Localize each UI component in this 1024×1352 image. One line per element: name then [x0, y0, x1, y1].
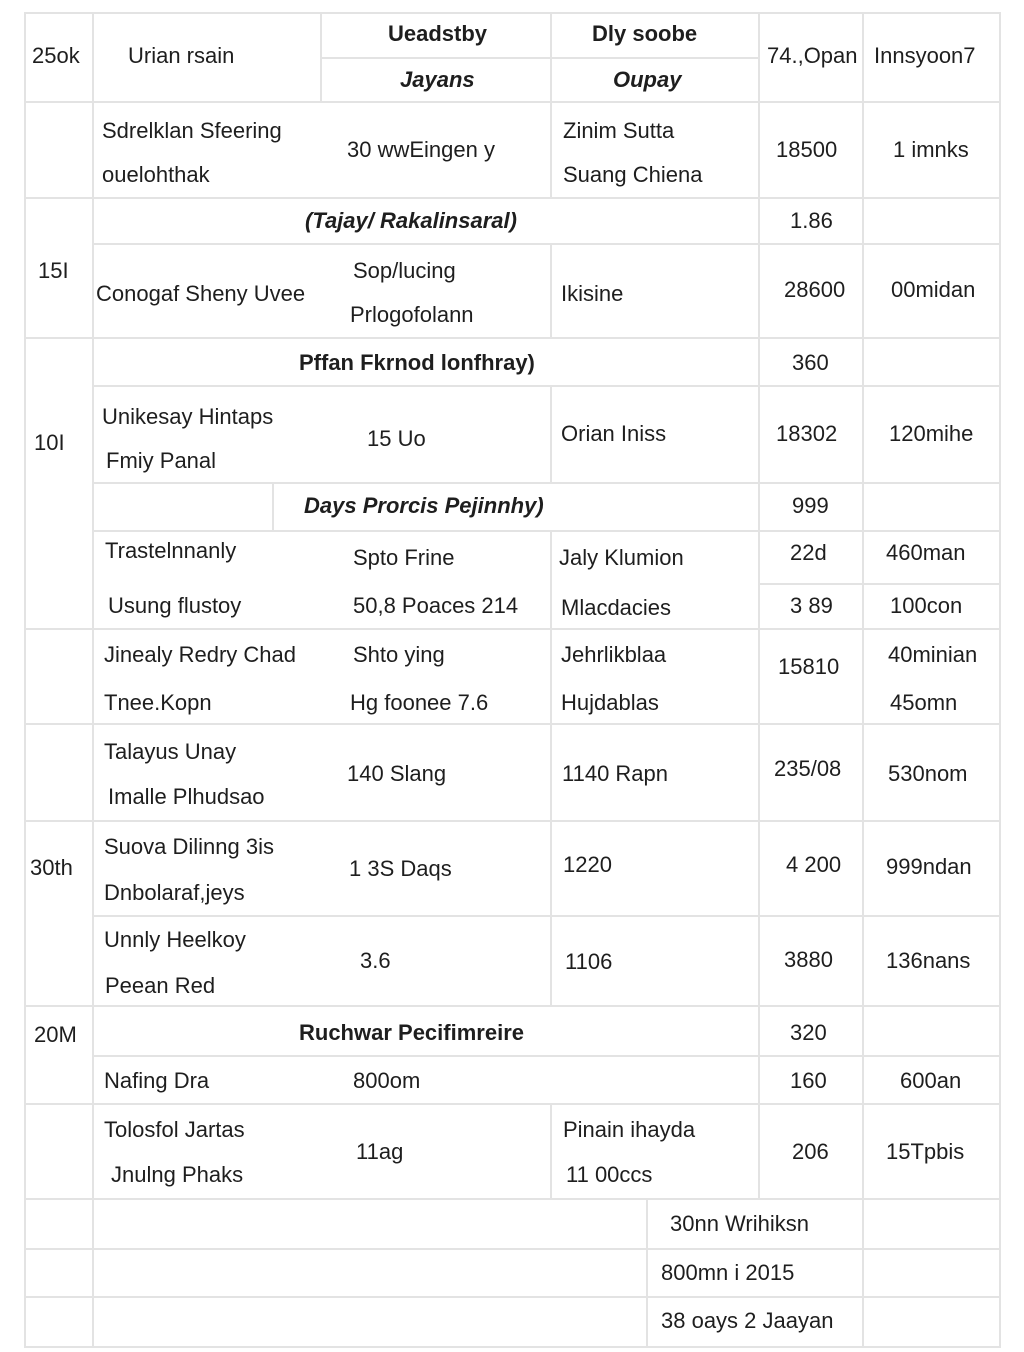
row-divider [92, 385, 1001, 387]
cell-col5: 460man [886, 540, 966, 565]
cell-col2: 1 3S Daqs [349, 856, 452, 881]
cell-col0: 15I [38, 258, 69, 283]
cell-col5: 136nans [886, 948, 971, 973]
cell-col2: 30 wwEingen y [347, 137, 495, 162]
row-divider [24, 1005, 1001, 1007]
cell-col4: 160 [790, 1068, 827, 1093]
section-value: 360 [792, 350, 829, 375]
cell-name: Conogaf Sheny Uvee [96, 281, 306, 306]
cell-name: Fmiy Panal [106, 448, 217, 473]
cell-name: Usung flustoy [108, 593, 242, 618]
cell-col5: 999ndan [886, 854, 972, 879]
row-divider [24, 820, 1001, 822]
col-divider [550, 12, 552, 198]
cell-col2: 800om [353, 1068, 421, 1093]
cell-name: Talayus Unay [104, 739, 237, 764]
section-title: Days Prorcis Pejinnhy) [304, 493, 544, 518]
cell-col3: Mlacdacies [561, 595, 672, 620]
cell-name: ouelohthak [102, 162, 210, 187]
cell-col5: 1 imnks [893, 137, 969, 162]
cell-name: Peean Red [105, 973, 216, 998]
cell-col2: 50,8 Poaces 214 [353, 593, 519, 618]
header-col3-bottom: Oupay [613, 67, 682, 92]
footer-line: 30nn Wrihiksn [670, 1211, 809, 1236]
header-col4: 74.,Opan [767, 43, 858, 68]
cell-col2: Spto Frine [353, 545, 455, 570]
cell-col4: 206 [792, 1139, 829, 1164]
col-divider [550, 386, 552, 483]
cell-col4: 18302 [776, 421, 838, 446]
cell-col3: Suang Chiena [563, 162, 703, 187]
cell-col3: Ikisine [561, 281, 624, 306]
cell-name: Unikesay Hintaps [102, 404, 274, 429]
cell-col3: 1106 [565, 949, 613, 974]
cell-col5: 00midan [891, 277, 976, 302]
cell-col4: 235/08 [774, 756, 842, 781]
cell-col2: 3.6 [360, 948, 391, 973]
header-col2-top: Ueadstby [388, 21, 488, 46]
cell-col4: 15810 [778, 654, 840, 679]
row-divider [758, 583, 1001, 585]
cell-name: Nafing Dra [104, 1068, 210, 1093]
col-divider [550, 531, 552, 1006]
col-divider [862, 12, 864, 1348]
row-divider [24, 723, 1001, 725]
header-sub-divider [320, 57, 758, 59]
col-divider [550, 1104, 552, 1199]
table-border-top [24, 12, 1001, 14]
cell-col5: 120mihe [889, 421, 974, 446]
cell-col5: 530nom [888, 761, 968, 786]
cell-col3: Zinim Sutta [563, 118, 675, 143]
cell-col2: Hg foonee 7.6 [350, 690, 489, 715]
col-divider [646, 1199, 648, 1348]
row-divider [92, 243, 1001, 245]
cell-col2: 15 Uo [367, 426, 426, 451]
section-title: (Tajay/ Rakalinsaral) [305, 208, 517, 233]
cell-col5: 15Tpbis [886, 1139, 965, 1164]
cell-col4: 18500 [776, 137, 838, 162]
cell-col4: 3 89 [790, 593, 833, 618]
cell-col3: Pinain ihayda [563, 1117, 696, 1142]
cell-col2: Sop/lucing [353, 258, 456, 283]
cell-name: Suova Dilinng 3is [104, 834, 274, 859]
cell-col3: 1220 [563, 852, 612, 877]
cell-col0: 30th [30, 855, 73, 880]
cell-col3: 11 00ccs [566, 1162, 653, 1187]
row-divider [24, 1198, 1001, 1200]
header-col2-bottom: Jayans [400, 67, 475, 92]
col-divider [550, 244, 552, 338]
cell-col3: 1140 Rapn [562, 761, 669, 786]
row-divider [92, 915, 1001, 917]
section-value: 1.86 [790, 208, 833, 233]
cell-name: Tolosfol Jartas [104, 1117, 245, 1142]
footer-line: 800mn i 2015 [661, 1260, 795, 1285]
row-divider [92, 1055, 1001, 1057]
cell-name: Jnulng Phaks [111, 1162, 244, 1187]
footer-line: 38 oays 2 Jaayan [661, 1308, 834, 1333]
header-col1: Urian rsain [128, 43, 235, 68]
cell-col2: Shto ying [353, 642, 445, 667]
cell-col5: 100con [890, 593, 963, 618]
header-col5: Innsyoon7 [874, 43, 976, 68]
cell-col2: 11ag [356, 1139, 404, 1164]
cell-col2: 140 Slang [347, 761, 447, 786]
cell-name: Sdrelklan Sfeering [102, 118, 282, 143]
cell-col0: 20M [34, 1022, 77, 1047]
cell-name: Dnbolaraf,jeys [104, 880, 245, 905]
header-col3-top: Dly soobe [592, 21, 698, 46]
header-col0: 25ok [32, 43, 80, 68]
section-title: Pffan Fkrnod lonfhray) [299, 350, 535, 375]
row-divider [24, 1296, 1001, 1298]
row-divider [24, 337, 1001, 339]
cell-name: Jinealy Redry Chad [104, 642, 296, 667]
section-title: Ruchwar Pecifimreire [299, 1020, 524, 1045]
cell-col5: 45omn [890, 690, 958, 715]
section-value: 999 [792, 493, 829, 518]
cell-col3: Jaly Klumion [559, 545, 684, 570]
table-border-right [999, 12, 1001, 1348]
cell-name: Imalle Plhudsao [108, 784, 265, 809]
cell-col4: 4 200 [786, 852, 842, 877]
cell-col4: 28600 [784, 277, 846, 302]
row-divider [92, 530, 1001, 532]
row-divider [24, 197, 1001, 199]
col-divider [320, 12, 322, 102]
table-border-bottom [24, 1346, 1001, 1348]
cell-col0: 10I [34, 430, 65, 455]
cell-col3: Hujdablas [561, 690, 659, 715]
cell-col4: 22d [790, 540, 827, 565]
cell-col5: 600an [900, 1068, 962, 1093]
row-divider [24, 628, 1001, 630]
section-value: 320 [790, 1020, 827, 1045]
cell-col5: 40minian [888, 642, 978, 667]
cell-col2: Prlogofolann [350, 302, 474, 327]
row-divider [92, 482, 1001, 484]
cell-name: Tnee.Kopn [104, 690, 212, 715]
col-divider [758, 12, 760, 1199]
cell-name: Unnly Heelkoy [104, 927, 246, 952]
cell-name: Trastelnnanly [105, 538, 237, 563]
row-divider [24, 1248, 1001, 1250]
cell-col3: Orian Iniss [561, 421, 667, 446]
col-divider [92, 12, 94, 1348]
table-border-left [24, 12, 26, 1348]
cell-col3: Jehrlikblaa [561, 642, 667, 667]
row-divider [24, 1103, 1001, 1105]
row-divider [24, 101, 1001, 103]
cell-col4: 3880 [784, 947, 833, 972]
col-divider [272, 483, 274, 531]
